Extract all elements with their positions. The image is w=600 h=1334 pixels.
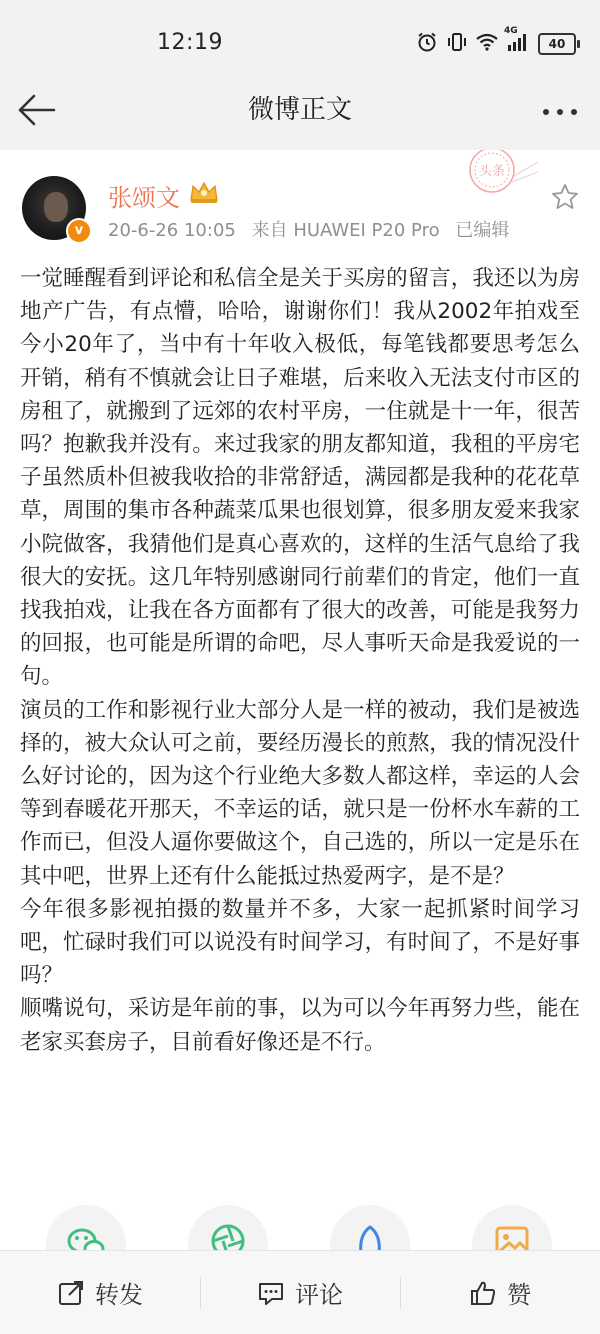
- vip-crown-icon: [188, 180, 220, 208]
- network-label: 4G: [504, 26, 518, 36]
- like-button[interactable]: [400, 1251, 600, 1334]
- signal-icon: [504, 26, 530, 56]
- vibrate-icon: [446, 31, 468, 57]
- status-bar: [0, 0, 600, 80]
- wifi-icon: [476, 32, 498, 56]
- favorite-button[interactable]: [550, 182, 580, 216]
- repost-icon: [57, 1279, 85, 1307]
- repost-label: 转发: [95, 1281, 143, 1309]
- thumbs-up-icon: [469, 1279, 497, 1307]
- author-name[interactable]: 张颂文: [108, 184, 180, 212]
- post-paragraph: 顺嘴说句，采访是年前的事，以为可以今年再努力些，能在老家买套房子，目前看好像还是不行。: [20, 996, 580, 1055]
- bottom-toolbar: [0, 1250, 600, 1334]
- edited-label: 已编辑: [455, 220, 510, 241]
- post-body: [20, 262, 580, 1059]
- like-label: 赞: [507, 1281, 531, 1309]
- post-meta: [108, 216, 519, 242]
- avatar-face: [44, 192, 68, 222]
- post-paragraph: 演员的工作和影视行业大部分人是一样的被动，我们是被选择的，被大众认可之前，要经历漫长的煎熬，我的情况没什么好讨论的，因为这个行业绝大多数人都这样，幸运的人会等到春暖花开那天，不幸运的话，就只是一份杯水车薪的工作而已，但没人逼你要做这个，自己选的，所以一定是乐在其中吧，世界上还有什么能抵过热爱两字，是不是？: [20, 697, 580, 889]
- repost-button[interactable]: [0, 1251, 200, 1334]
- comment-icon: [257, 1279, 285, 1307]
- share-row: [0, 1205, 600, 1255]
- verified-badge: v: [66, 218, 92, 244]
- headline-stamp-text: 头条: [478, 164, 506, 179]
- headline-stamp-icon: [452, 150, 542, 214]
- post-source: 来自 HUAWEI P20 Pro: [251, 220, 440, 241]
- comment-button[interactable]: [200, 1251, 400, 1334]
- battery-icon: 40: [538, 33, 576, 55]
- status-time: 12:19: [157, 30, 223, 55]
- comment-label: 评论: [295, 1281, 343, 1309]
- alarm-icon: [416, 31, 438, 57]
- page-title: 微博正文: [247, 95, 352, 125]
- post-paragraph: 今年很多影视拍摄的数量并不多，大家一起抓紧时间学习吧，忙碌时我们可以说没有时间学习，有时间了，不是好事吗？: [20, 896, 580, 989]
- status-icons: [416, 26, 576, 56]
- post-timestamp: 20-6-26 10:05: [108, 220, 236, 241]
- more-dots-icon: [538, 90, 582, 130]
- star-icon: [550, 182, 580, 212]
- more-button[interactable]: [538, 90, 582, 130]
- nav-bar: [0, 80, 600, 140]
- post-card: [0, 150, 600, 1250]
- post-paragraph: 一觉睡醒看到评论和私信全是关于买房的留言，我还以为房地产广告，有点懵，哈哈，谢谢你们！我从2002年拍戏至今小20年了，当中有十年收入极低，每笔钱都要思考怎么开销，稍有不慎就会让日子难堪，后来收入无法支付市区的房租了，就搬到了远郊的农村平房，一住就是十一年，很苦吗？抱歉我并没有。来过我家的朋友都知道，我租的平房宅子虽然质朴但被我收拾的非常舒适，满园都是我种的花花草草，周围的集市各种蔬菜瓜果也很划算，很多朋友爱来我家小院做客，我猜他们是真心喜欢的，这样的生活气息给了我很大的安抚。这几年特别感谢同行前辈们的肯定，他们一直找我拍戏，让我在各方面都有了很大的改善，可能是我努力的回报，也可能是所谓的命吧，尽人事听天命是我爱说的一句。: [20, 266, 580, 690]
